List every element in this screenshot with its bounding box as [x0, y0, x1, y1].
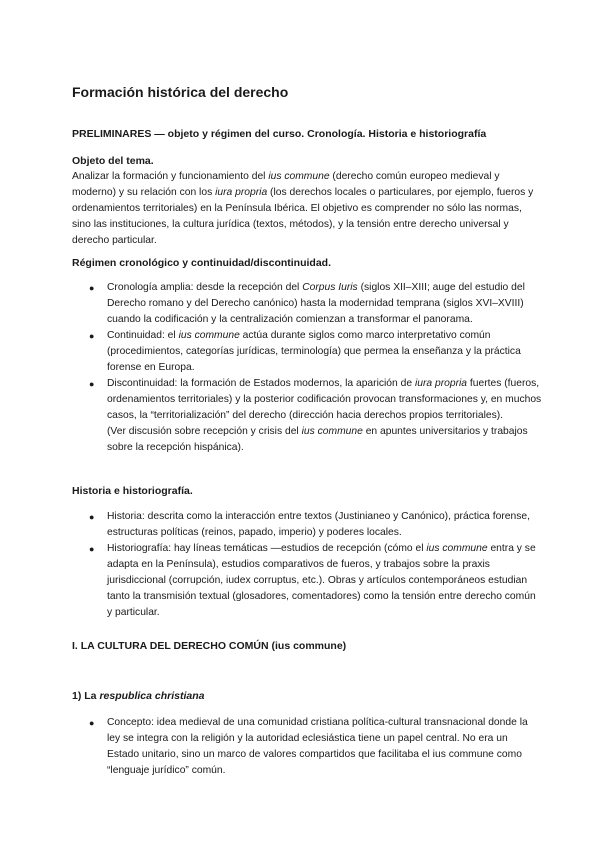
bullet-icon: ●: [89, 379, 95, 389]
list-text: Historia: descrita como la interacción entre textos (Justinianeo y Canónico), práctica forense, estructuras políticas (reinos, papado, imperio) y poderes locales.: [107, 511, 530, 538]
list-item: [72, 280, 542, 328]
list-text: fuertes (fueros, ordenamientos territoriales) y la posterior codificación provocan transformaciones y, en muchos casos, la “territorialización” del derecho (dirección hacia derechos propios territoriales).: [107, 378, 542, 421]
list-text-italic: iura propria: [414, 378, 468, 389]
objeto-heading: Objeto del tema.: [72, 155, 154, 167]
list-item: [72, 715, 542, 779]
document-title: Formación histórica del derecho: [72, 84, 289, 100]
list-text: Concepto: idea medieval de una comunidad cristiana política-cultural transnacional donde la ley se integra con la religión y la autoridad eclesiástica tiene un papel central. No era un Estado unitario, sino un marco de valores compartidos que facilitaba el ius commune como “lenguaje jurídico” común.: [107, 717, 528, 776]
regimen-list: [72, 280, 542, 456]
bullet-icon: ●: [89, 283, 95, 293]
bullet-icon: ●: [89, 512, 95, 522]
bullet-icon: ●: [89, 718, 95, 728]
section-one-heading: I. LA CULTURA DEL DERECHO COMÚN (ius commune): [72, 640, 347, 652]
objeto-text-1: Analizar la formación y funcionamiento del: [72, 171, 269, 182]
list-item: [72, 328, 542, 376]
list-text-italic: ius commune: [301, 426, 363, 437]
list-text: Historiografía: hay líneas temáticas —estudios de recepción (cómo el: [107, 543, 427, 554]
historia-heading: Historia e historiografía.: [72, 485, 193, 497]
list-text: Continuidad: el: [107, 330, 179, 341]
objeto-paragraph: [72, 169, 542, 249]
section-respublica-heading: [72, 688, 204, 704]
list-item: [72, 509, 542, 541]
list-text: Discontinuidad: la formación de Estados modernos, la aparición de: [107, 378, 415, 389]
list-text-italic: ius commune: [178, 330, 240, 341]
historia-list: [72, 509, 542, 621]
list-text: Cronología amplia: desde la recepción del: [107, 282, 303, 293]
heading-text-italic: respublica christiana: [99, 690, 205, 702]
heading-text: 1) La: [72, 690, 100, 702]
list-item: [72, 541, 542, 621]
regimen-heading: Régimen cronológico y continuidad/discontinuidad.: [72, 257, 332, 269]
list-text-italic: Corpus Iuris: [302, 282, 358, 293]
respublica-list: [72, 715, 542, 779]
list-item: [72, 376, 542, 456]
objeto-text-2: ius commune: [268, 171, 330, 182]
preliminares-heading: PRELIMINARES — objeto y régimen del curso. Cronología. Historia e historiografía: [72, 128, 487, 140]
list-text: en apuntes universitarios y trabajos sobre la recepción hispánica).: [107, 426, 528, 453]
list-text: actúa durante siglos como marco interpretativo común (procedimientos, categorías jurídicas, terminología) que permea la enseñanza y la práctica forense en Europa.: [107, 330, 521, 373]
objeto-text-3: (derecho común europeo medieval y moderno) y su relación con los: [72, 171, 500, 198]
list-text: (siglos XII–XIII; auge del estudio del Derecho romano y del Derecho canónico) hasta la modernidad temprana (siglos XVI–XVIII) cuando la codificación y la centralización comienzan a transformar el panorama.: [107, 282, 525, 325]
objeto-text-4: iura propria: [215, 187, 268, 198]
list-text-italic: ius commune: [426, 543, 488, 554]
bullet-icon: ●: [89, 544, 95, 554]
bullet-icon: ●: [89, 331, 95, 341]
objeto-text-5: (los derechos locales o particulares, por ejemplo, fueros y ordenamientos territoriales) en la Península Ibérica. El objetivo es comprender no sólo las normas, sino las instituciones, la cultura jurídica (textos, métodos), y la tensión entre derecho universal y derecho particular.: [72, 187, 534, 246]
list-text: entra y se adapta en la Península), estudios comparativos de fueros, y trabajos sobre la praxis jurisdiccional (corrupción, iudex corruptus, etc.). Obras y artículos contemporáneos estudian tanto la transmisión textual (glosadores, comentadores) como la tensión entre derecho común y particular.: [107, 543, 536, 618]
list-text: (Ver discusión sobre recepción y crisis del: [107, 426, 302, 437]
